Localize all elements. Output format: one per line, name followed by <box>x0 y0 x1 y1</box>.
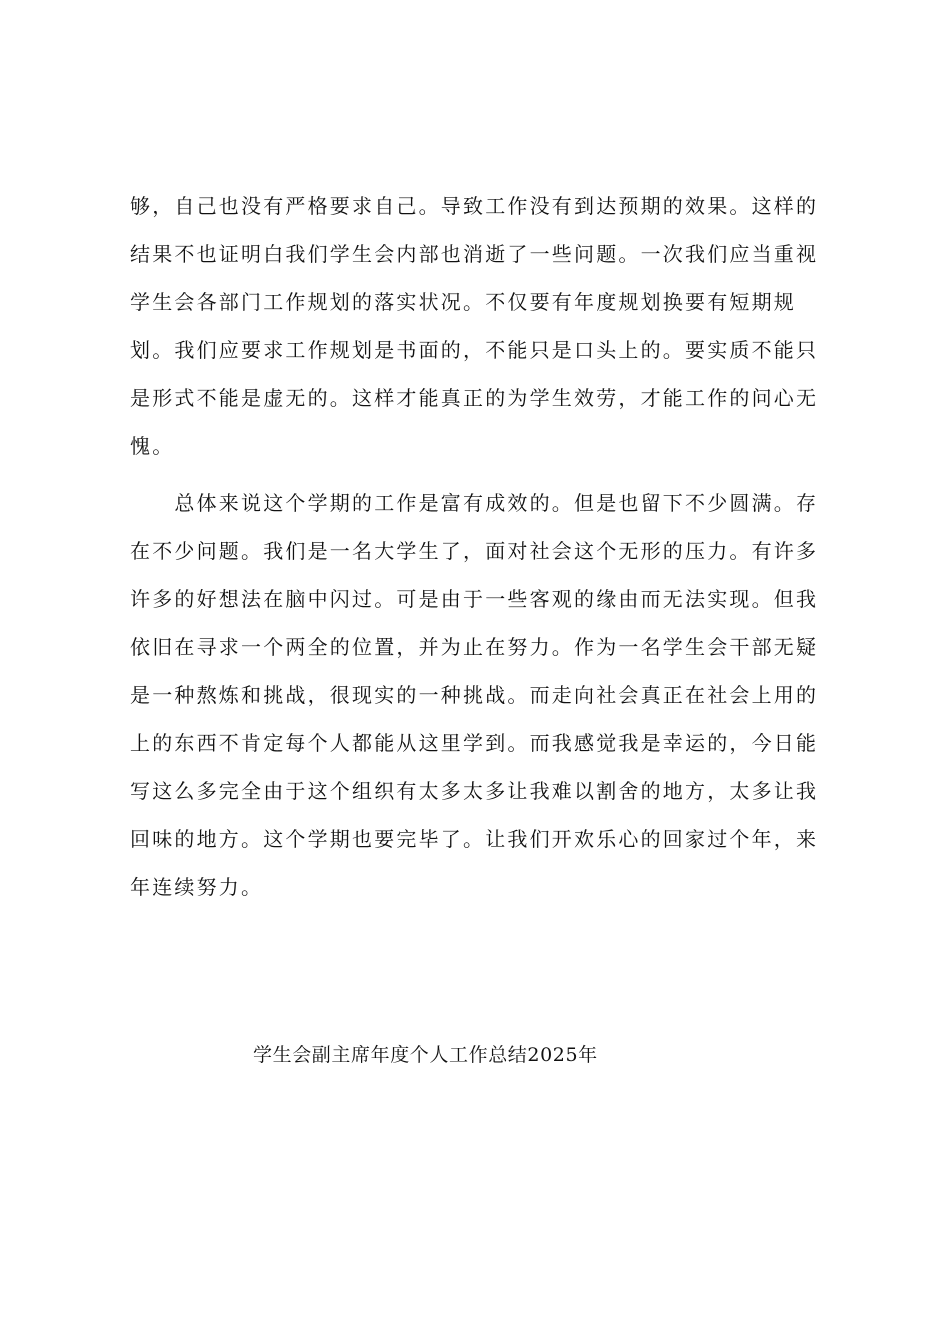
text-line: 学生会各部门工作规划的落实状况。不仅要有年度规划换要有短期规 <box>130 290 796 314</box>
text-line: 总体来说这个学期的工作是富有成效的。但是也留下不少圆满。存 <box>130 491 819 515</box>
text-line: 结果不也证明白我们学生会内部也消逝了一些问题。一次我们应当重视 <box>130 242 819 266</box>
text-line: 许多的好想法在脑中闪过。可是由于一些客观的缘由而无法实现。但我 <box>130 587 819 611</box>
text-line: 上的东西不肯定每个人都能从这里学到。而我感觉我是幸运的，今日能 <box>130 731 819 755</box>
text-line: 愧。 <box>130 434 175 458</box>
text-line: 划。我们应要求工作规划是书面的，不能只是口头上的。要实质不能只 <box>130 338 819 362</box>
text-line: 依旧在寻求一个两全的位置，并为止在努力。作为一名学生会干部无疑 <box>130 635 819 659</box>
text-line: 写这么多完全由于这个组织有太多太多让我难以割舍的地方，太多让我 <box>130 779 819 803</box>
text-line: 年连续努力。 <box>130 875 264 899</box>
text-line: 在不少问题。我们是一名大学生了，面对社会这个无形的压力。有许多 <box>130 539 819 563</box>
text-line: 是形式不能是虚无的。这样才能真正的为学生效劳，才能工作的问心无 <box>130 386 819 410</box>
document-title: 学生会副主席年度个人工作总结2025年 <box>253 1044 598 1066</box>
text-line: 回味的地方。这个学期也要完毕了。让我们开欢乐心的回家过个年，来 <box>130 827 819 851</box>
text-line: 是一种熬炼和挑战，很现实的一种挑战。而走向社会真正在社会上用的 <box>130 683 819 707</box>
text-line: 够，自己也没有严格要求自己。导致工作没有到达预期的效果。这样的 <box>130 194 819 218</box>
